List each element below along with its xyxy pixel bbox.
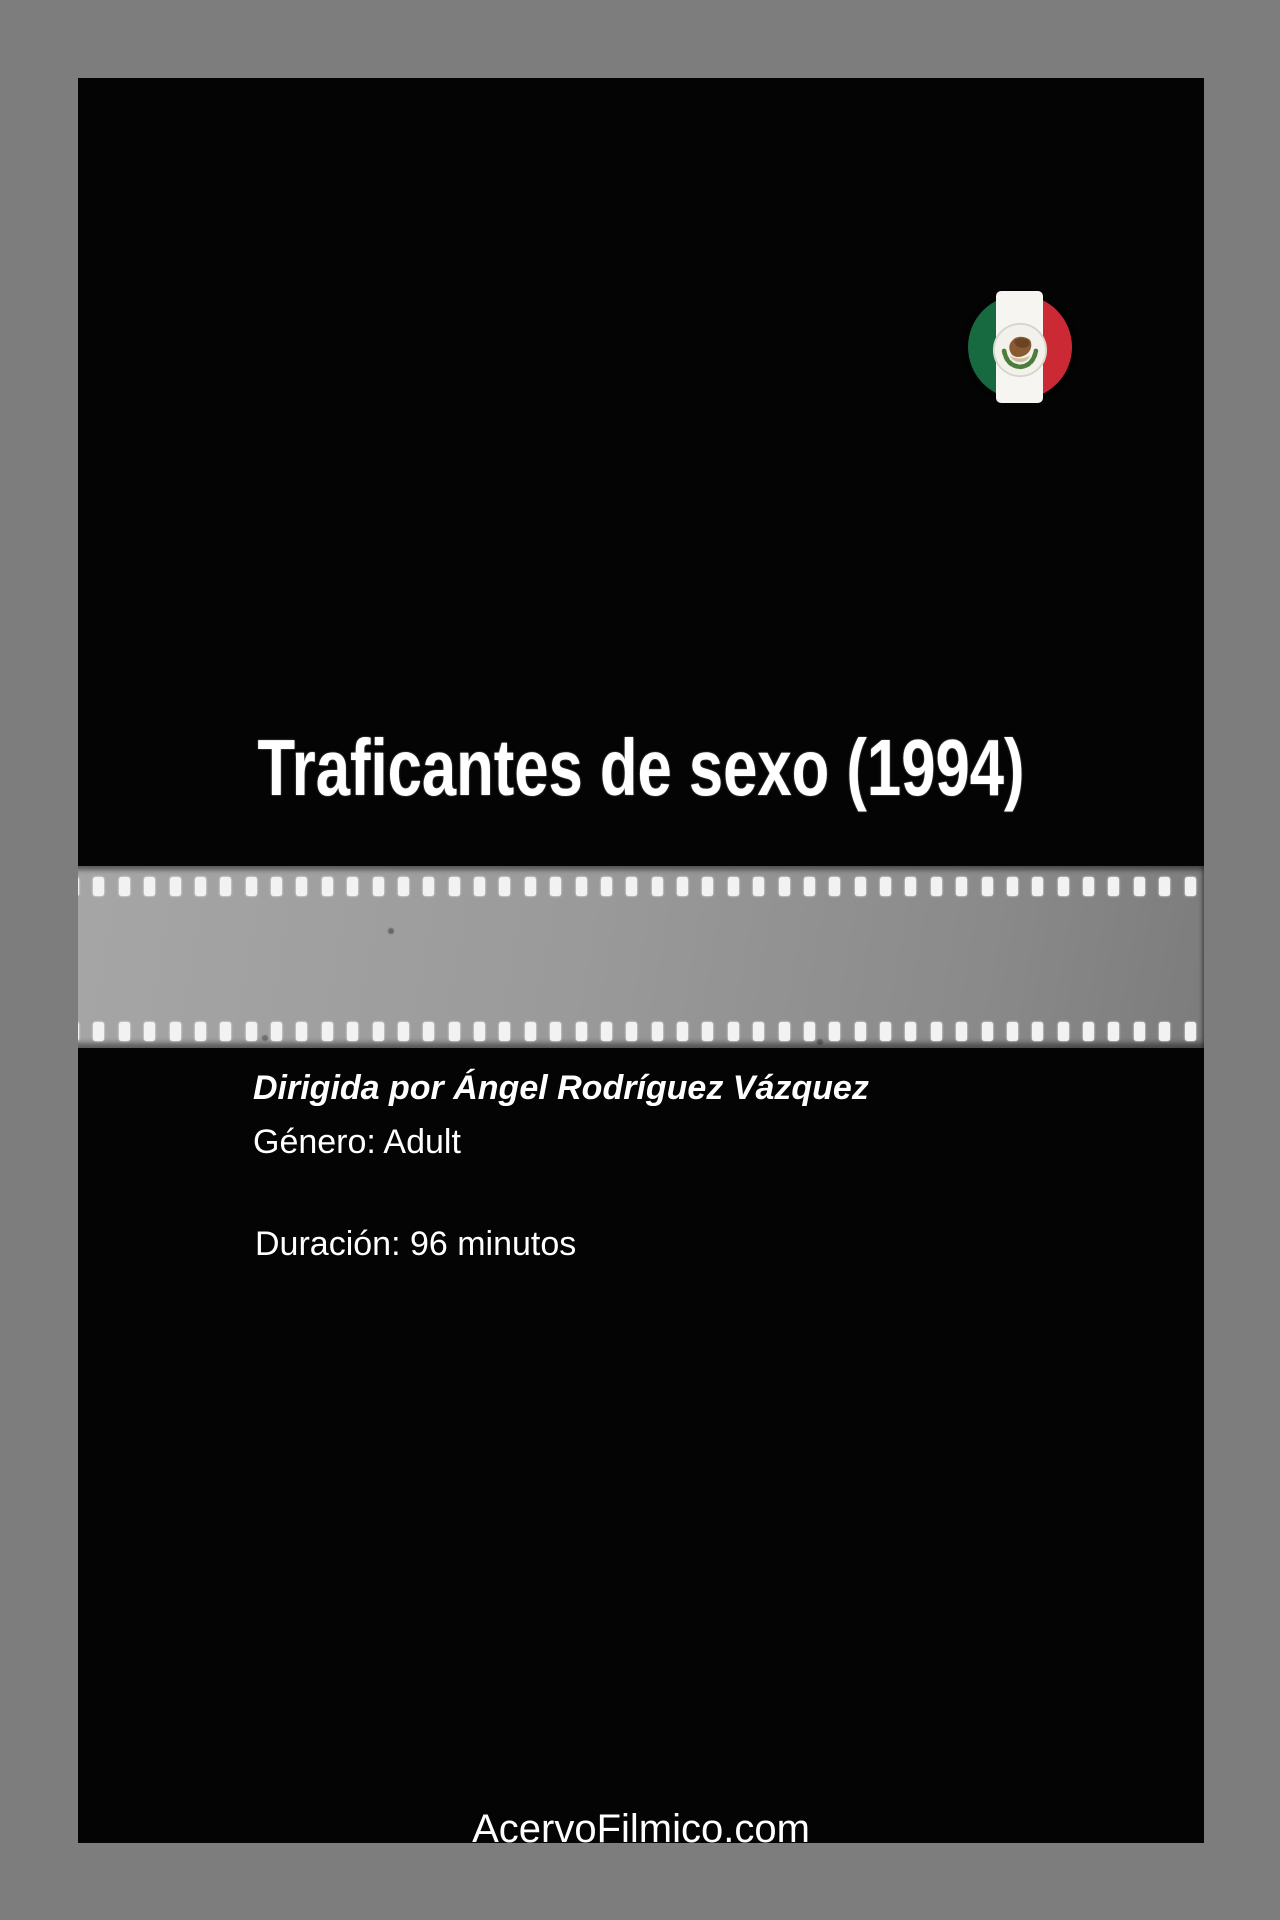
filmstrip-perforation — [550, 877, 561, 896]
filmstrip-perforation — [1058, 877, 1069, 896]
filmstrip-perforation — [271, 877, 282, 896]
filmstrip-perforation — [322, 1022, 333, 1041]
filmstrip-perforation — [1083, 877, 1094, 896]
filmstrip-perforation — [702, 1022, 713, 1041]
filmstrip-perforation — [474, 877, 485, 896]
filmstrip-perforation — [373, 877, 384, 896]
genre-label: Género: Adult — [253, 1123, 461, 1161]
filmstrip-perforation — [220, 1022, 231, 1041]
filmstrip-perforation — [93, 877, 104, 896]
filmstrip-perforation — [855, 877, 866, 896]
filmstrip-perforation — [373, 1022, 384, 1041]
filmstrip-perforation — [1134, 877, 1145, 896]
filmstrip-perforation — [296, 1022, 307, 1041]
filmstrip-perforation — [271, 1022, 282, 1041]
filmstrip-perforation — [246, 877, 257, 896]
coat-of-arms-icon — [992, 322, 1048, 378]
filmstrip-perforation — [1007, 1022, 1018, 1041]
filmstrip-perforation — [601, 877, 612, 896]
filmstrip-perforation — [1134, 1022, 1145, 1041]
website-name: AcervoFilmico.com — [472, 1807, 810, 1843]
filmstrip-perforation — [779, 1022, 790, 1041]
filmstrip-perforation — [347, 877, 358, 896]
filmstrip-perforation — [119, 877, 130, 896]
filmstrip-perforation — [449, 1022, 460, 1041]
filmstrip-perforation — [829, 877, 840, 896]
filmstrip-perforation — [144, 1022, 155, 1041]
duration-label: Duración: 96 minutos — [255, 1225, 577, 1263]
filmstrip-perforation — [322, 877, 333, 896]
filmstrip-perforation — [931, 1022, 942, 1041]
filmstrip-perforation — [1159, 1022, 1170, 1041]
filmstrip-perforation — [1185, 1022, 1196, 1041]
filmstrip-perforation — [144, 877, 155, 896]
filmstrip-perforation — [677, 1022, 688, 1041]
filmstrip-perforation — [1108, 877, 1119, 896]
filmstrip-perforation — [78, 877, 79, 896]
filmstrip-perforation — [423, 1022, 434, 1041]
filmstrip-perforation — [829, 1022, 840, 1041]
filmstrip-perforation — [1032, 877, 1043, 896]
filmstrip-perforation — [170, 877, 181, 896]
filmstrip-perforation — [677, 877, 688, 896]
filmstrip-perforation — [804, 877, 815, 896]
filmstrip-perforation — [347, 1022, 358, 1041]
filmstrip-perforations-bottom — [78, 1022, 1196, 1041]
filmstrip-perforation — [728, 1022, 739, 1041]
filmstrip-perforation — [601, 1022, 612, 1041]
filmstrip-perforation — [576, 1022, 587, 1041]
director-credit: Dirigida por Ángel Rodríguez Vázquez — [253, 1069, 869, 1107]
filmstrip-perforation — [119, 1022, 130, 1041]
mexico-flag-icon — [967, 291, 1073, 403]
filmstrip-perforation — [982, 877, 993, 896]
filmstrip-perforation — [728, 877, 739, 896]
filmstrip-perforation — [93, 1022, 104, 1041]
filmstrip-perforation — [78, 1022, 79, 1041]
filmstrip-perforation — [931, 877, 942, 896]
filmstrip-perforation — [220, 877, 231, 896]
filmstrip-perforation — [195, 877, 206, 896]
filmstrip-perforation — [423, 877, 434, 896]
filmstrip-perforation — [1058, 1022, 1069, 1041]
filmstrip-perforation — [905, 1022, 916, 1041]
filmstrip-perforation — [626, 877, 637, 896]
filmstrip-perforation — [576, 877, 587, 896]
filmstrip-perforation — [170, 1022, 181, 1041]
filmstrip-perforation — [880, 1022, 891, 1041]
filmstrip-perforation — [982, 1022, 993, 1041]
filmstrip-perforation — [449, 877, 460, 896]
filmstrip-perforation — [499, 877, 510, 896]
filmstrip-perforation — [246, 1022, 257, 1041]
filmstrip-perforation — [956, 877, 967, 896]
filmstrip-perforation — [652, 1022, 663, 1041]
filmstrip-perforation — [550, 1022, 561, 1041]
filmstrip-perforation — [525, 877, 536, 896]
filmstrip-perforation — [702, 877, 713, 896]
filmstrip-perforation — [855, 1022, 866, 1041]
filmstrip-perforation — [1159, 877, 1170, 896]
filmstrip-perforation — [626, 1022, 637, 1041]
filmstrip-perforation — [1083, 1022, 1094, 1041]
filmstrip-perforation — [753, 877, 764, 896]
filmstrip-perforation — [398, 877, 409, 896]
filmstrip-perforation — [779, 877, 790, 896]
filmstrip-graphic — [78, 866, 1204, 1048]
filmstrip-perforation — [195, 1022, 206, 1041]
filmstrip-perforation — [296, 877, 307, 896]
filmstrip-perforation — [1007, 877, 1018, 896]
filmstrip-perforation — [804, 1022, 815, 1041]
filmstrip-perforation — [1108, 1022, 1119, 1041]
filmstrip-perforation — [905, 877, 916, 896]
filmstrip-perforation — [1032, 1022, 1043, 1041]
filmstrip-perforation — [499, 1022, 510, 1041]
filmstrip-perforation — [956, 1022, 967, 1041]
movie-poster — [78, 78, 1204, 1843]
filmstrip-perforation — [1185, 877, 1196, 896]
filmstrip-perforation — [525, 1022, 536, 1041]
filmstrip-perforation — [880, 877, 891, 896]
filmstrip-perforation — [652, 877, 663, 896]
filmstrip-perforation — [398, 1022, 409, 1041]
filmstrip-perforations-top — [78, 877, 1196, 896]
filmstrip-perforation — [474, 1022, 485, 1041]
filmstrip-perforation — [753, 1022, 764, 1041]
movie-title: Traficantes de sexo (1994) — [257, 723, 1025, 812]
